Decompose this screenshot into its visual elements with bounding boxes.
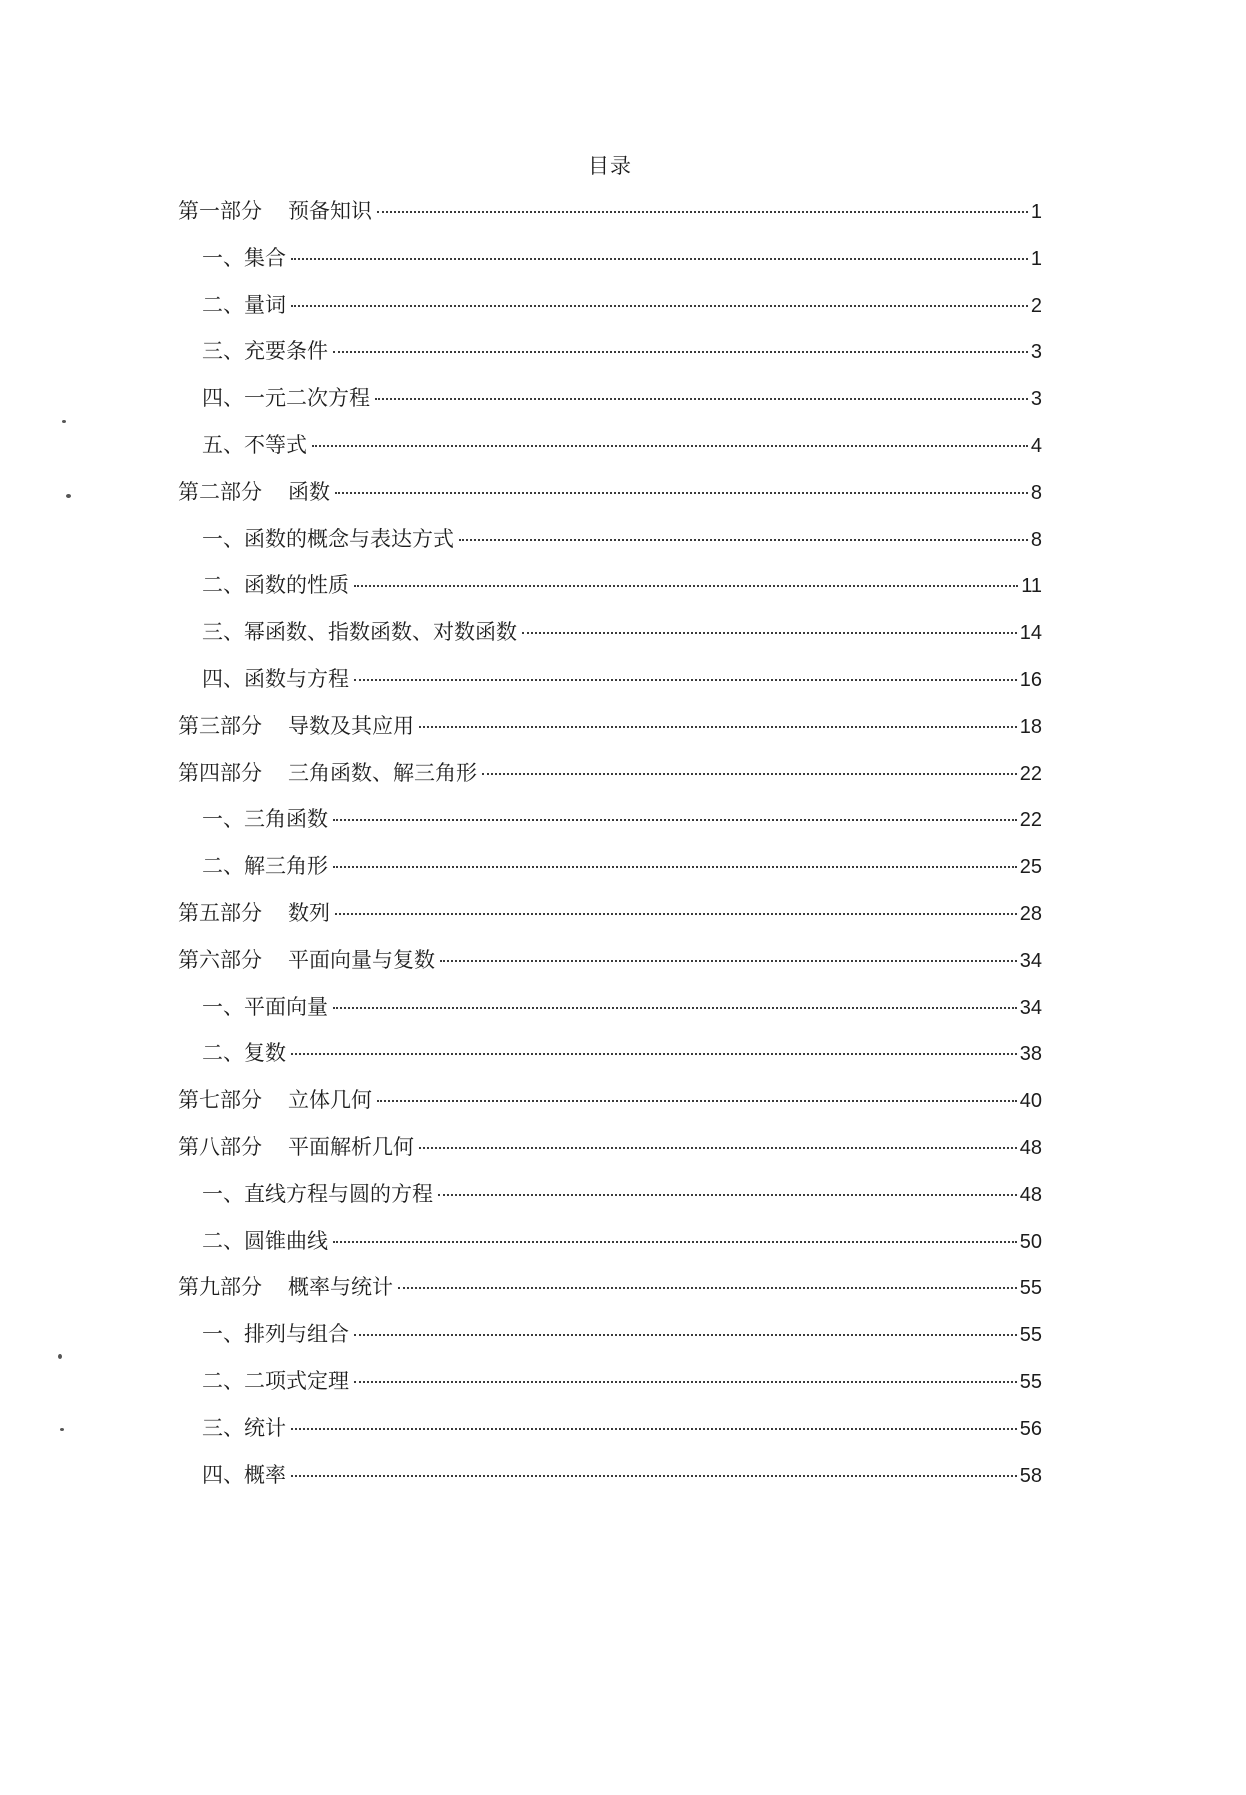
toc-entry-text: 函数 — [288, 479, 330, 504]
toc-page-number: 8 — [1030, 481, 1042, 504]
toc-page-number: 50 — [1019, 1230, 1042, 1253]
toc-entry-label — [178, 1124, 414, 1171]
toc-page-number: 1 — [1030, 247, 1042, 270]
toc-dot-leader — [333, 1241, 1017, 1243]
toc-part-number: 第八部分 — [178, 1134, 262, 1159]
toc-entry[interactable] — [178, 469, 1042, 516]
toc-page-number: 34 — [1019, 996, 1042, 1019]
toc-part-number: 第六部分 — [178, 947, 262, 972]
toc-entry[interactable] — [178, 1218, 1042, 1265]
toc-entry-text: 二、二项式定理 — [202, 1368, 349, 1393]
toc-page-number: 25 — [1019, 856, 1042, 879]
toc-entry-text: 数列 — [288, 900, 330, 925]
toc-entry-text: 四、概率 — [202, 1462, 286, 1487]
toc-dot-leader — [522, 632, 1017, 634]
toc-entry-text: 一、直线方程与圆的方程 — [202, 1181, 433, 1206]
toc-entry-text: 一、集合 — [202, 245, 286, 270]
toc-dot-leader — [291, 1475, 1017, 1477]
toc-dot-leader — [377, 211, 1028, 213]
toc-entry[interactable] — [178, 609, 1042, 656]
toc-entry-label — [202, 282, 286, 329]
toc-entry[interactable] — [178, 1358, 1042, 1405]
toc-dot-leader — [291, 305, 1028, 307]
toc-dot-leader — [312, 445, 1028, 447]
toc-entry-text: 四、函数与方程 — [202, 666, 349, 691]
toc-dot-leader — [354, 1381, 1017, 1383]
toc-entry[interactable] — [178, 656, 1042, 703]
toc-page-number: 14 — [1019, 622, 1042, 645]
toc-page-number: 28 — [1019, 902, 1042, 925]
toc-entry-text: 概率与统计 — [288, 1275, 393, 1300]
toc-dot-leader — [333, 866, 1017, 868]
toc-page-number: 55 — [1019, 1324, 1042, 1347]
toc-dot-leader — [377, 1100, 1017, 1102]
toc-entry-text: 二、复数 — [202, 1041, 286, 1066]
toc-dot-leader — [354, 1334, 1017, 1336]
toc-dot-leader — [482, 773, 1017, 775]
toc-entry-label — [178, 188, 372, 235]
toc-entry-text: 二、量词 — [202, 292, 286, 317]
toc-page-number: 56 — [1019, 1417, 1042, 1440]
toc-entry-label — [202, 328, 328, 375]
toc-entry-text: 三角函数、解三角形 — [288, 760, 477, 785]
toc-entry-label — [178, 1264, 393, 1311]
toc-entry-text: 四、一元二次方程 — [202, 386, 370, 411]
toc-entry-text: 导数及其应用 — [288, 713, 414, 738]
toc-page-number: 22 — [1019, 809, 1042, 832]
toc-entry-label — [202, 422, 307, 469]
toc-entry[interactable] — [178, 235, 1042, 282]
toc-page-number: 11 — [1021, 575, 1042, 598]
toc-entry-label — [202, 235, 286, 282]
scan-speck — [62, 420, 66, 423]
scan-speck — [60, 1428, 64, 1431]
toc-page-number: 48 — [1019, 1183, 1042, 1206]
toc-entry-text: 立体几何 — [288, 1088, 372, 1113]
toc-entry[interactable] — [178, 1405, 1042, 1452]
toc-entry-text: 二、函数的性质 — [202, 573, 349, 598]
toc-entry-text: 一、排列与组合 — [202, 1322, 349, 1347]
toc-entry-text: 三、充要条件 — [202, 339, 328, 364]
toc-dot-leader — [354, 679, 1017, 681]
toc-entry-label — [178, 469, 330, 516]
toc-entry[interactable] — [178, 422, 1042, 469]
toc-entry-label — [202, 516, 454, 563]
toc-entry-text: 预备知识 — [288, 199, 372, 223]
toc-page-number: 4 — [1030, 434, 1042, 457]
toc-page-number: 40 — [1019, 1090, 1042, 1113]
toc-dot-leader — [333, 819, 1017, 821]
toc-page-number: 1 — [1030, 201, 1042, 223]
toc-entry-label — [202, 1452, 286, 1499]
toc-title: 目录 — [588, 154, 632, 178]
toc-entry[interactable] — [178, 328, 1042, 375]
toc-page-number: 48 — [1019, 1136, 1042, 1159]
toc-entry-text: 三、统计 — [202, 1415, 286, 1440]
toc-entry-label — [202, 1171, 433, 1218]
toc-dot-leader — [438, 1194, 1017, 1196]
toc-part-number: 第四部分 — [178, 760, 262, 785]
toc-entry-label — [202, 843, 328, 890]
toc-entry-label — [202, 562, 349, 609]
toc-entry[interactable] — [178, 796, 1042, 843]
toc-page-number: 16 — [1019, 668, 1042, 691]
toc-part-number: 第一部分 — [178, 199, 262, 223]
toc-entry[interactable] — [178, 516, 1042, 563]
toc-entry[interactable] — [178, 1264, 1042, 1311]
toc-entry[interactable] — [178, 375, 1042, 422]
toc-part-number: 第三部分 — [178, 713, 262, 738]
toc-entry[interactable] — [178, 562, 1042, 609]
toc-page-number: 18 — [1019, 715, 1042, 738]
toc-entry-label — [178, 937, 435, 984]
toc-entry[interactable] — [178, 937, 1042, 984]
toc-entry-label — [202, 656, 349, 703]
toc-entry-text: 平面向量与复数 — [288, 947, 435, 972]
toc-page-number: 55 — [1019, 1370, 1042, 1393]
toc-entry[interactable] — [178, 188, 1042, 235]
toc-list — [178, 188, 1042, 1498]
toc-entry[interactable] — [178, 843, 1042, 890]
toc-entry-text: 三、幂函数、指数函数、对数函数 — [202, 620, 517, 645]
toc-part-number: 第九部分 — [178, 1275, 262, 1300]
toc-entry-text: 一、平面向量 — [202, 994, 328, 1019]
toc-entry-text: 一、函数的概念与表达方式 — [202, 526, 454, 551]
toc-dot-leader — [354, 585, 1018, 587]
toc-entry-label — [178, 703, 414, 750]
toc-entry[interactable] — [178, 890, 1042, 937]
toc-page-number: 55 — [1019, 1277, 1042, 1300]
toc-entry[interactable] — [178, 703, 1042, 750]
toc-entry[interactable] — [178, 1311, 1042, 1358]
toc-dot-leader — [419, 726, 1017, 728]
toc-page-number: 38 — [1019, 1043, 1042, 1066]
toc-entry-text: 一、三角函数 — [202, 807, 328, 832]
toc-entry-label — [202, 1311, 349, 1358]
toc-page-number: 2 — [1030, 294, 1042, 317]
toc-entry-label — [202, 375, 370, 422]
toc-dot-leader — [333, 1007, 1017, 1009]
toc-page-number: 3 — [1030, 341, 1042, 364]
toc-dot-leader — [440, 960, 1017, 962]
toc-dot-leader — [335, 492, 1028, 494]
toc-entry-label — [178, 750, 477, 797]
toc-page-number: 8 — [1030, 528, 1042, 551]
toc-page-number: 58 — [1019, 1464, 1042, 1487]
toc-entry-label — [202, 609, 517, 656]
toc-dot-leader — [459, 539, 1028, 541]
toc-dot-leader — [291, 1428, 1017, 1430]
toc-entry-label — [202, 984, 328, 1031]
toc-dot-leader — [335, 913, 1017, 915]
toc-entry[interactable] — [178, 1077, 1042, 1124]
toc-dot-leader — [291, 1053, 1017, 1055]
scan-speck — [58, 1354, 62, 1359]
toc-entry-label — [202, 1218, 328, 1265]
toc-entry[interactable] — [178, 1171, 1042, 1218]
toc-entry[interactable] — [178, 750, 1042, 797]
toc-entry-label — [202, 796, 328, 843]
toc-page-number: 22 — [1019, 762, 1042, 785]
toc-entry[interactable] — [178, 1124, 1042, 1171]
toc-dot-leader — [398, 1287, 1017, 1289]
toc-entry-text: 平面解析几何 — [288, 1134, 414, 1159]
toc-entry[interactable] — [178, 1030, 1042, 1077]
toc-entry-text: 二、解三角形 — [202, 854, 328, 879]
toc-dot-leader — [375, 398, 1028, 400]
scan-speck — [66, 494, 71, 498]
toc-dot-leader — [419, 1147, 1017, 1149]
toc-entry-text: 二、圆锥曲线 — [202, 1228, 328, 1253]
toc-entry-label — [202, 1405, 286, 1452]
toc-entry[interactable] — [178, 984, 1042, 1031]
toc-dot-leader — [333, 351, 1028, 353]
toc-part-number: 第二部分 — [178, 479, 262, 504]
toc-entry-label — [202, 1358, 349, 1405]
toc-entry-label — [202, 1030, 286, 1077]
toc-entry[interactable] — [178, 1452, 1042, 1499]
toc-dot-leader — [291, 258, 1028, 260]
toc-part-number: 第七部分 — [178, 1088, 262, 1113]
toc-part-number: 第五部分 — [178, 900, 262, 925]
toc-page-number: 3 — [1030, 388, 1042, 411]
toc-entry[interactable] — [178, 282, 1042, 329]
toc-entry-label — [178, 890, 330, 937]
toc-page-number: 34 — [1019, 949, 1042, 972]
toc-entry-text: 五、不等式 — [202, 432, 307, 457]
toc-entry-label — [178, 1077, 372, 1124]
